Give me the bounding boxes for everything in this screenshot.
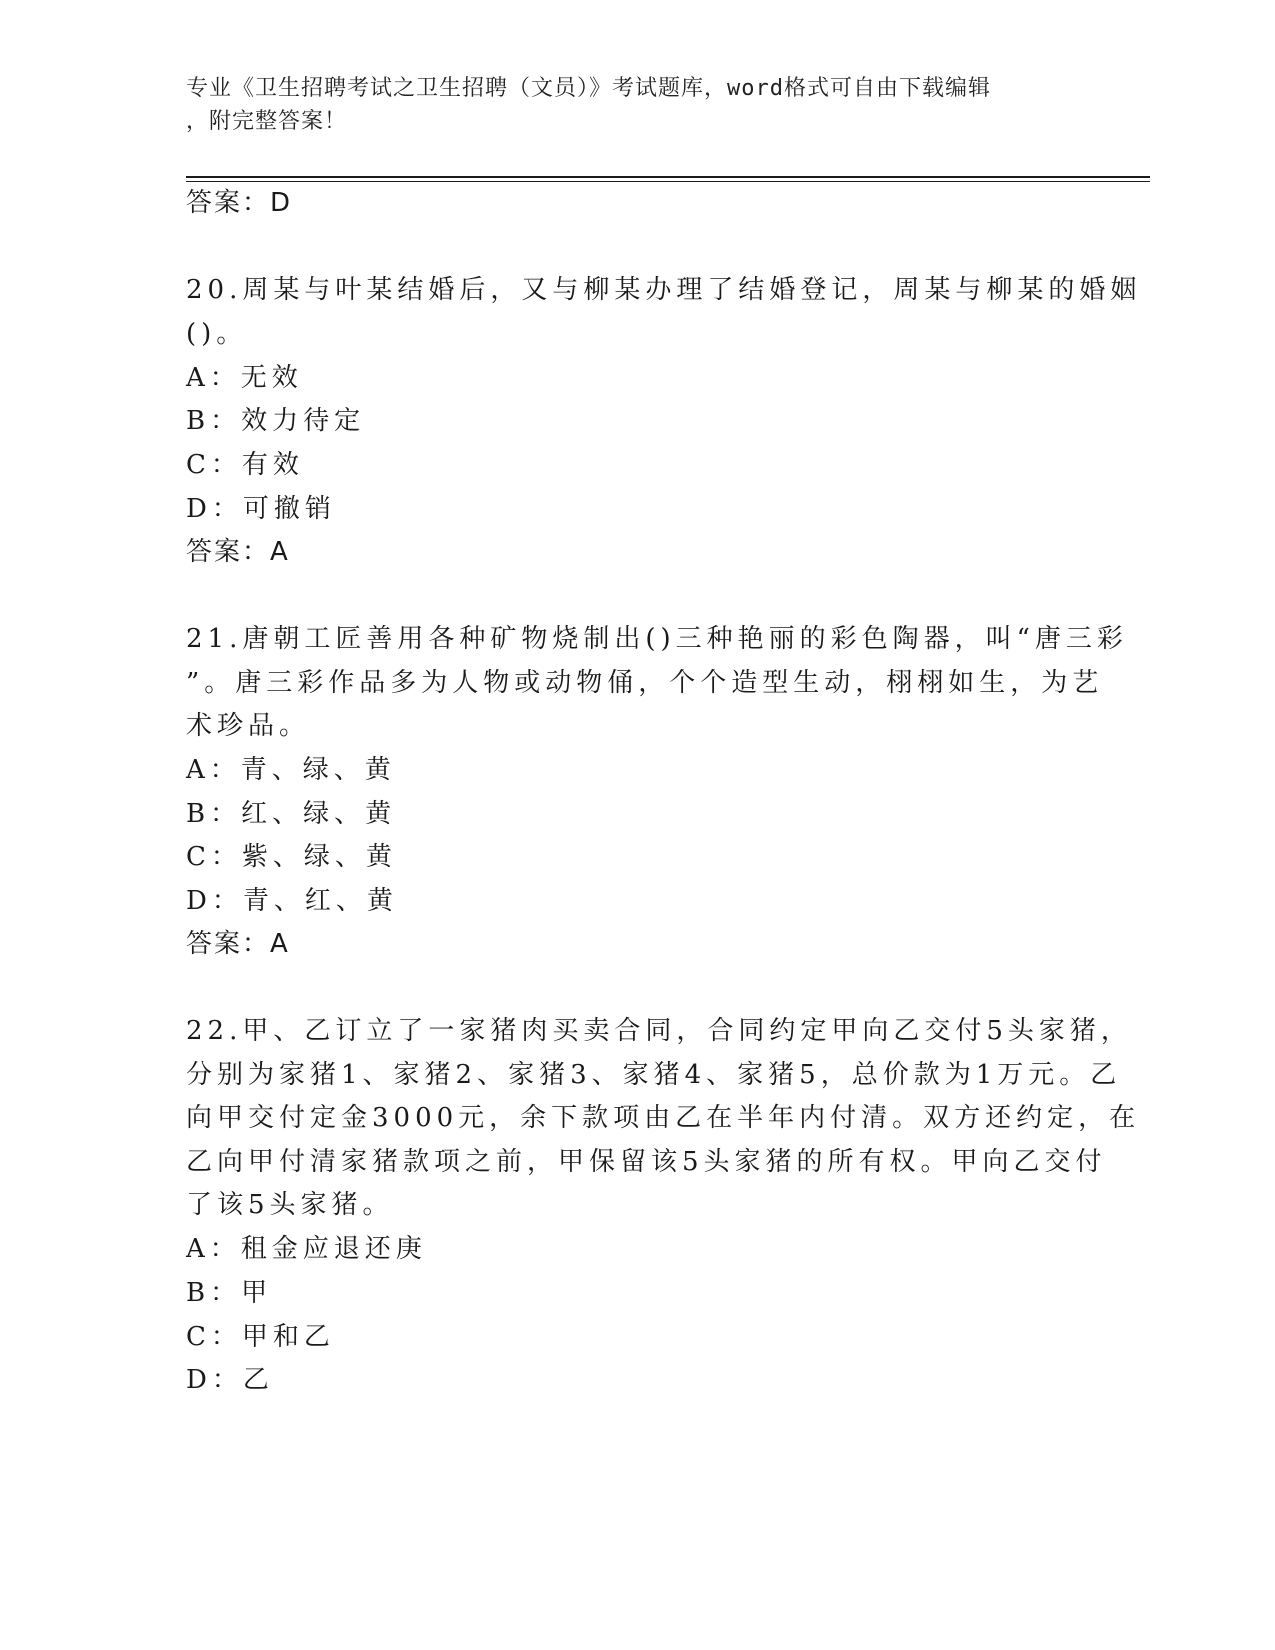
question-22-text-line-1: 22.甲、乙订立了一家猪肉买卖合同，合同约定甲向乙交付5头家猪， — [186, 1016, 1132, 1046]
question-20-option-c: C：有效 — [186, 450, 304, 480]
question-22-text-line-2: 分别为家猪1、家猪2、家猪3、家猪4、家猪5，总价款为1万元。乙 — [186, 1060, 1122, 1090]
header-line-2: ，附完整答案！ — [186, 109, 348, 134]
question-22-option-b: B：甲 — [186, 1278, 273, 1308]
question-22-option-c: C：甲和乙 — [186, 1322, 335, 1352]
question-21-option-a: A：青、绿、黄 — [186, 755, 396, 785]
document-header — [186, 72, 1066, 138]
question-21-option-b: B：红、绿、黄 — [186, 799, 397, 829]
header-divider-thin — [186, 181, 1150, 182]
question-22-option-d: D：乙 — [186, 1365, 274, 1395]
question-20-text-line-1: 20.周某与叶某结婚后，又与柳某办理了结婚登记，周某与柳某的婚姻 — [186, 275, 1142, 305]
question-21-text-line-1: 21.唐朝工匠善用各种矿物烧制出()三种艳丽的彩色陶器，叫“唐三彩 — [186, 624, 1128, 654]
question-21-option-c: C：紫、绿、黄 — [186, 842, 397, 872]
question-20-answer: 答案：A — [186, 537, 290, 567]
question-21-text-line-2: ”。唐三彩作品多为人物或动物俑，个个造型生动，栩栩如生，为艺 — [186, 668, 1104, 698]
question-20-option-d: D：可撤销 — [186, 494, 336, 524]
header-divider — [186, 176, 1150, 178]
question-21-option-d: D：青、红、黄 — [186, 886, 398, 916]
question-20-option-a: A：无效 — [186, 363, 303, 393]
question-22-option-a: A：租金应退还庚 — [186, 1234, 427, 1264]
question-20-option-b: B：效力待定 — [186, 406, 366, 436]
answer-prev: 答案：D — [186, 188, 293, 218]
header-line-1: 专业《卫生招聘考试之卫生招聘（文员）》考试题库，word格式可自由下载编辑 — [186, 76, 991, 101]
question-21-text-line-3: 术珍品。 — [186, 711, 311, 741]
question-22-text-line-5: 了该5头家猪。 — [186, 1190, 394, 1220]
question-22-text-line-3: 向甲交付定金3000元，余下款项由乙在半年内付清。双方还约定，在 — [186, 1103, 1141, 1133]
question-21-answer: 答案：A — [186, 929, 290, 959]
question-20-text-line-2: ()。 — [186, 319, 248, 349]
question-22-text-line-4: 乙向甲付清家猪款项之前，甲保留该5头家猪的所有权。甲向乙交付 — [186, 1147, 1107, 1177]
